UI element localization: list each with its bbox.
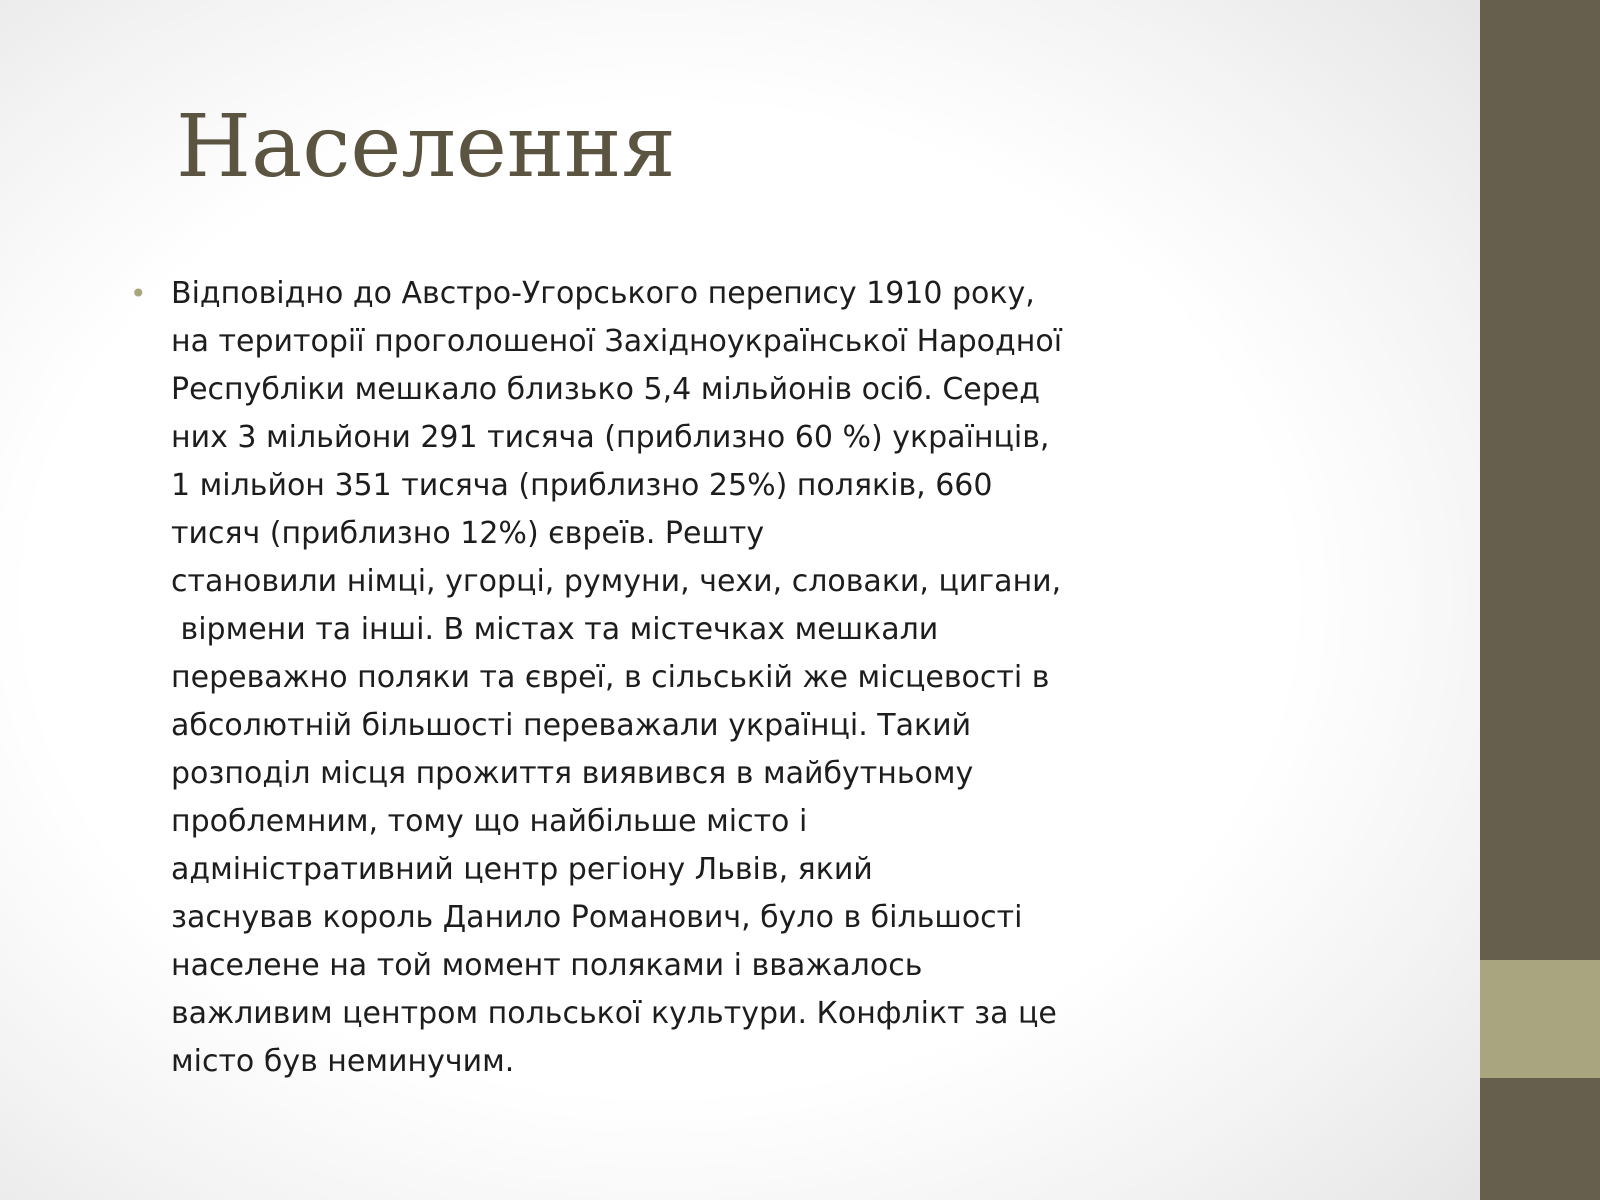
slide-title: Населення [176, 97, 676, 197]
text-line: важливим центром польської культури. Конфлікт за це [171, 996, 1057, 1031]
text-line: населене на той момент поляками і вважалось [171, 948, 923, 983]
text-line: адміністративний центр регіону Львів, який [171, 852, 873, 887]
text-line: місто був неминучим. [171, 1044, 515, 1079]
text-line: вірмени та інші. В містах та містечках мешкали [171, 612, 939, 647]
bullet-item [130, 270, 1130, 1086]
text-line: Республіки мешкало близько 5,4 мільйонів осіб. Серед [171, 372, 1040, 407]
text-line: тисяч (приблизно 12%) євреїв. Решту [171, 516, 765, 551]
text-line: 1 мільйон 351 тисяча (приблизно 25%) поляків, 660 [171, 468, 993, 503]
text-line: проблемним, тому що найбільше місто і [171, 804, 808, 839]
bullet-list [130, 270, 1130, 1086]
side-accent-decoration [1480, 960, 1600, 1078]
text-line: заснував король Данило Романович, було в більшості [171, 900, 1023, 935]
bullet-icon: • [130, 277, 147, 310]
text-line: абсолютній більшості переважали українці. Такий [171, 708, 972, 743]
bullet-text [171, 270, 1130, 1086]
text-line: них 3 мільйони 291 тисяча (приблизно 60 %) українців, [171, 420, 1050, 455]
text-line: переважно поляки та євреї, в сільській же місцевості в [171, 660, 1050, 695]
text-line: Відповідно до Австро-Угорського перепису 1910 року, [171, 276, 1035, 311]
text-line: на території проголошеної Західноукраїнської Народної [171, 324, 1063, 359]
text-line: розподіл місця прожиття виявився в майбутньому [171, 756, 974, 791]
text-line: становили німці, угорці, румуни, чехи, словаки, цигани, [171, 564, 1062, 599]
